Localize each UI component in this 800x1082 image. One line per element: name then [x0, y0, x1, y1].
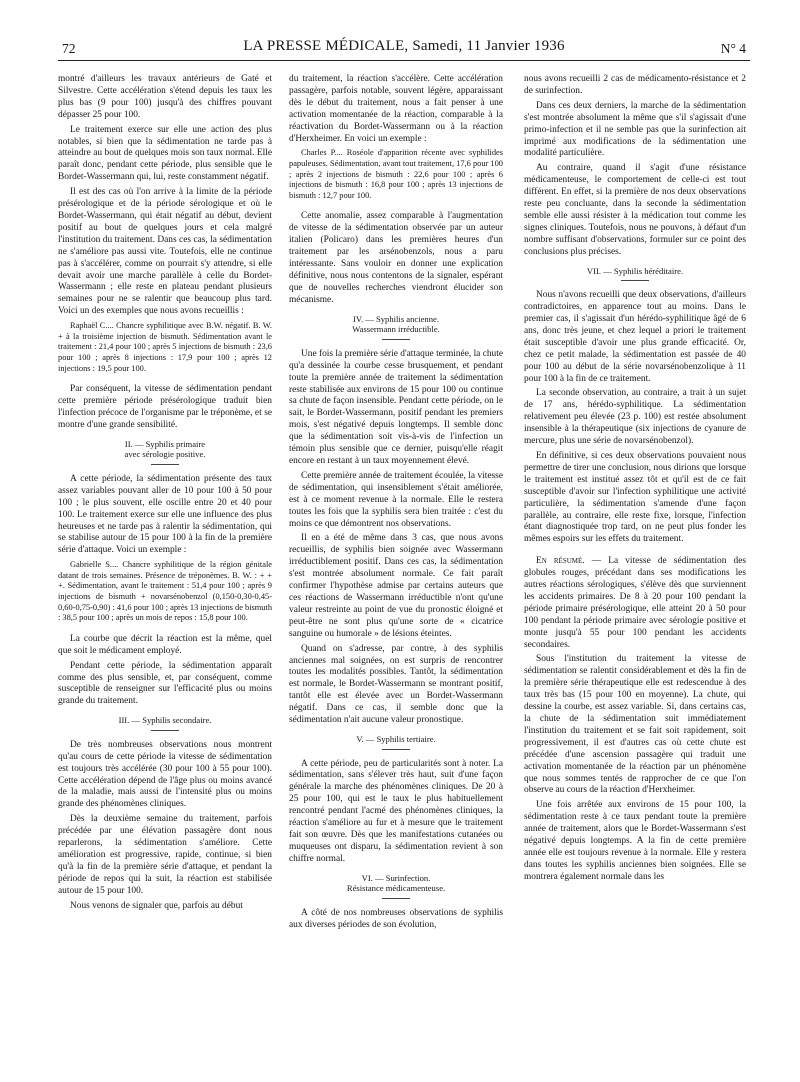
paragraph: A cette période, peu de particularités sont à noter. La sédimentation, sans s'élever très haut, suit d'une façon générale la marche des phénomènes cliniques. De 20 à 25 pour 100, qui est le taux le plus habituellement rencontré pendant l'acmé des phénomènes cliniques, la réaction s'améliore au fur et à mesure que le traitement fait son œuvre. Dès que les manifestations cutanées ou muqueuses ont disparu, la sédimentation revient à son chiffre normal. [289, 758, 503, 864]
summary-paragraph [524, 556, 746, 651]
section-title: IV. — Syphilis ancienne. [352, 313, 439, 324]
section-heading-4 [289, 314, 503, 340]
paragraph: Il en a été de même dans 3 cas, que nous avons recueillis, de syphilis bien soignée avec Wassermann irréductiblement positif. Dans ces cas, la sédimentation s'est montrée absolument normale. Ce fait paraît confirmer l'hypothèse admise par certains auteurs que ces réactions de Wassermann irréductible n'ont qu'une valeur restreinte au point de vue du pronostic éloigné et peut-être ne sont plus qu'une sorte de « cicatrice sanguine ou humorale » de lésions éteintes. [289, 533, 503, 639]
paragraph: Pendant cette période, la sédimentation apparaît comme des plus sensible, et, par conséquent, comme susceptible de renseigner sur l'efficacité plus ou moins grande du traitement. [58, 660, 272, 707]
paragraph: Une fois la première série d'attaque terminée, la chute qu'a dessinée la courbe cesse brusquement, et pendant toute la première année de traitement la sédimentation reste stabilisée aux environs de 15 pour 100 ou continue sa chute de façon insensible. Pendant cette période, on le sait, le Bordet-Wassermann, positif pendant les premiers mois, s'est négativé depuis longtemps. Il semble donc que la sédimentation soit vis-à-vis de l'infection un témoin plus sensible que ce dernier, puisqu'elle réagit encore en restant à un taux moyennement élevé. [289, 348, 503, 466]
journal-title: LA PRESSE MÉDICALE, Samedi, 11 Janvier 1936 [243, 38, 565, 54]
paragraph: La seconde observation, au contraire, a trait à un sujet de 17 ans, hérédo-syphilitique. La sédimentation relativement peu élevée (23 p. 100) est restée absolument insensible à la thérapeutique (six injections de cyanure de mercure, plus une série de novarsénobenzol). [524, 388, 746, 447]
paragraph: Nous venons de signaler que, parfois au début [70, 900, 243, 911]
paragraph: Par conséquent, la vitesse de sédimentation pendant cette première période présérologique traduit bien l'infection précoce de l'organisme par le tréponème, et se montre d'une grande sensibilité. [58, 384, 272, 430]
case-report: Charles P.... Roséole d'apparition récente avec syphilides papuleuses. Sédimentation, avant tout traitement, 17,6 pour 100 ; après 2 injections de bismuth : 22,6 pour 100 ; après 6 injections de bismuth : 16,8 pour 100 ; après 13 injections de bismuth : 12,7 pour 100. [289, 148, 503, 200]
summary-lead: En résumé. [536, 556, 585, 567]
paragraph: Cette première année de traitement écoulée, la vitesse de sédimentation, qui insensiblement s'était améliorée, est à ce moment revenue à la normale. Elle le restera toutes les fois que la syphilis sera bien traitée : c'est du moins ce que démontrent nos observations. [289, 470, 503, 529]
paragraph: du traitement, la réaction s'accélère. Cette accélération passagère, parfois notable, souvent légère, apparaissant dès le début du traitement, nous a fait penser à une activation momentanée de la réaction, comparable à la réactivation du Bordet-Wassermann ou à la réaction d'Herxheimer. En voici un exemple : [289, 74, 503, 144]
paragraph: montré d'ailleurs les travaux antérieurs de Gaté et Silvestre. Cette accélération s'étend depuis les taux les plus bas (9 pour 100) jusqu'à des chiffres pouvant dépasser 25 pour 100. [58, 74, 272, 120]
section-heading-2 [58, 439, 272, 465]
section-subtitle: Résistance médicamenteuse. [346, 883, 446, 894]
paragraph: Sous l'institution du traitement la vitesse de sédimentation se ralentit considérablement et dès la fin de la première série thérapeutique elle est redescendue à des taux très bas (15 pour 100 en moyenne). La chute, qui dessine la courbe, est assez variable. Si, dans certains cas, la chute de la sédimentation suit immédiatement l'institution du traitement et se fait soit rapidement, soit progressivement, il est d'autres cas où cette chute est précédée d'une ascension passagère qui traduit une activation momentanée de la réaction par un phénomène que nous sommes tentés de rapprocher de ce que l'on observe au cours de la réaction d'Herxheimer. [524, 654, 746, 796]
section-divider [382, 749, 410, 750]
paragraph: Dès la deuxième semaine du traitement, parfois précédée par une élévation passagère dont nous reparlerons, la sédimentation s'améliore. Cette amélioration est progressive, rapide, continue, si bien qu'à la fin de la première série d'attaque, et pendant la période de repos qui la suit, la réaction est stabilisée autour de 15 pour 100. [58, 814, 272, 896]
section-divider [151, 730, 179, 731]
column-1 [58, 74, 272, 1074]
paragraph: Il est des cas où l'on arrive à la limite de la période présérologique et de la période sérologique et où le Bordet-Wassermann, qui était négatif au début, devient positif au bout de quelques jours et cela malgré l'institution du traitement. Dans ces cas, la sédimentation ne s'améliore pas aussi vite. Toutefois, elle ne continue pas à s'accélérer, comme on pourrait s'y attendre, si elle devait avoir une marche parallèle à celle du Bordet-Wassermann ; elle reste en plateau pendant plusieurs semaines pour ne se ralentir que beaucoup plus tard. Voici un des exemples que nous avons recueillis : [58, 187, 272, 317]
section-divider [382, 898, 410, 899]
section-heading-5 [289, 734, 503, 750]
issue-number: N° 4 [720, 41, 746, 56]
section-divider [151, 464, 179, 465]
section-title: VI. — Surinfection. [361, 872, 431, 883]
section-heading-7 [524, 266, 746, 282]
paragraph: Cette anomalie, assez comparable à l'augmentation de vitesse de la sédimentation observée par un auteur italien (Policaro) dans les premières heures d'un traitement par les arsénobenzols, nous a paru intéressante. Sans vouloir en donner une explication définitive, nous nous contentons de la signaler, espérant que de nouvelles recherches viendront élucider son mécanisme. [289, 211, 503, 305]
section-divider [621, 280, 649, 281]
section-divider [382, 339, 410, 340]
page-header [58, 38, 750, 61]
section-subtitle: avec sérologie positive. [124, 449, 206, 460]
case-report: Gabrielle S.... Chancre syphilitique de la région génitale datant de trois semaines. Présence de tréponèmes. B. W. : + + +. Sédimentation, avant le traitement : 51,4 pour 100 ; après 9 injections de bismuth + novarsénobenzol (0,150-0,30-0,45-0,60-0,75-0,90) : 41,6 pour 100 ; après 13 injections de bismuth : 38,5 pour 100 ; après un mois de repos : 15,8 pour 100. [58, 560, 272, 623]
column-3 [524, 74, 746, 1074]
case-report: Raphaël C.... Chancre syphilitique avec B.W. négatif. B. W. + à la troisième injection de bismuth. Sédimentation avant le traitement : 21,4 pour 100 ; après 5 injections de bismuth : 23,6 pour 100 ; après 8 injections : 17,9 pour 100 ; après 12 injections : 19,5 pour 100. [58, 321, 272, 373]
section-heading-3 [58, 715, 272, 731]
paragraph: De très nombreuses observations nous montrent qu'au cours de cette période la vitesse de sédimentation est toujours très accélérée (30 pour 100 à 55 pour 100). Cette accélération dépend de l'âge plus ou moins avancé de la maladie, mais aussi de l'intensité plus ou moins grande des phénomènes cliniques. [58, 739, 272, 810]
section-subtitle: Wassermann irréductible. [352, 324, 440, 335]
section-title: VII. — Syphilis héréditaire. [586, 265, 684, 276]
paragraph: A cette période, la sédimentation présente des taux assez variables pouvant aller de 10 pour 100 à 50 pour 100 ; le plus souvent, elle oscille entre 20 et 40 pour 100. Le traitement exerce sur elle une influence des plus heureuses et ne tarde pas à ralentir la sédimentation, qui se stabilise autour de 15 pour 100 à la fin de la première série d'attaque. Voici un exemple : [58, 473, 272, 556]
paragraph: En définitive, si ces deux observations pouvaient nous permettre de tirer une conclusion, nous dirions que lorsque le traitement est institué assez tôt et qu'il est de ce fait susceptible d'avoir sur l'infection syphilitique une activité particulière, la sédimentation s'amende d'une façon parallèle, au contraire, elle reste fixe, lorsque, l'infection étant diagnostiquée trop tard, on ne peut plus fonder les mêmes espoirs sur les effets du traitement. [524, 450, 746, 545]
paragraph: La courbe que décrit la réaction est la même, quel que soit le médicament employé. [58, 633, 272, 656]
section-title: III. — Syphilis secondaire. [118, 715, 212, 726]
section-title: II. — Syphilis primaire [124, 438, 206, 449]
paragraph: Nous n'avons recueilli que deux observations, d'ailleurs contradictoires, en apparence tout au moins. Dans le premier cas, il s'agissait d'un hérédo-syphilitique âgé de 6 ans, donc très jeune, et chez lequel a priori le traitement était susceptible d'avoir une plus grande efficacité. Or, chez ce petit malade, la sédimentation est passée de 40 pour 100 au début de la série novarsénobenzolique à 11 pour 100 à la fin de ce traitement. [524, 290, 746, 384]
section-heading-6 [289, 873, 503, 899]
page-number: 72 [62, 41, 76, 56]
paragraph: Dans ces deux derniers, la marche de la sédimentation s'est montrée absolument la même que s'il s'agissait d'une primo-infection et il ne semble pas que la surinfection ait imprimé aux modifications de la sédimentation une modalité particulière. [524, 100, 746, 159]
section-title: V. — Syphilis tertiaire. [356, 733, 436, 744]
paragraph: Une fois arrêtée aux environs de 15 pour 100, la sédimentation reste à ce taux pendant toute la première année de traitement, alors que le Bordet-Wassermann s'est négativé depuis longtemps. A la fin de cette première année elle est toujours revenue à la normale. Elle y restera dans toutes les syphilis anciennes bien soignées. Elle se montrera également normale dans les [524, 800, 746, 882]
paragraph: Le traitement exerce sur elle une action des plus notables, si bien que la sédimentation ne tarde pas à atteindre au bout de quelques mois son taux normal. Elle paraît donc, pendant cette période, plus sensible que le Bordet-Wassermann qui, lui, reste constamment négatif. [58, 124, 272, 183]
summary-text: — La vitesse de sédimentation des globules rouges, précédant dans ses modifications les autres réactions sérologiques, s'élève dès que surviennent les accidents primaires. De 8 à 20 pour 100 pendant la période primaire présérologique, elle atteint 20 à 50 pour 100 pendant la période primaire avec sérologie positive et monte jusqu'à 55 pour 100 pendant les accidents secondaires. [524, 556, 746, 650]
paragraph: Au contraire, quand il s'agit d'une résistance médicamenteuse, le comportement de celle-ci est tout différent. En effet, si la première de nos deux observations reste peu concluante, dans la seconde la sédimentation semble elle aussi résister à la médication tout comme les signes cliniques. Toutefois, nous ne pouvons, à défaut d'un nombre suffisant d'observations, formuler sur ce point des conclusions plus précises. [524, 163, 746, 257]
paragraph: Quand on s'adresse, par contre, à des syphilis anciennes mal soignées, on est surpris de rencontrer toutes les modalités possibles. Tantôt, la sédimentation est normale, le Bordet-Wassermann se montrant positif, tantôt elle est élevée avec un Bordet-Wassermann négatif. Dans ce cas, il semble donc que la sédimentation n'ait aucune valeur pronostique. [289, 643, 503, 726]
paragraph: A côté de nos nombreuses observations de syphilis aux diverses périodes de son évolution, [289, 907, 503, 930]
column-2 [289, 74, 503, 1074]
paragraph: nous avons recueilli 2 cas de médicamento-résistance et 2 de surinfection. [524, 74, 746, 96]
